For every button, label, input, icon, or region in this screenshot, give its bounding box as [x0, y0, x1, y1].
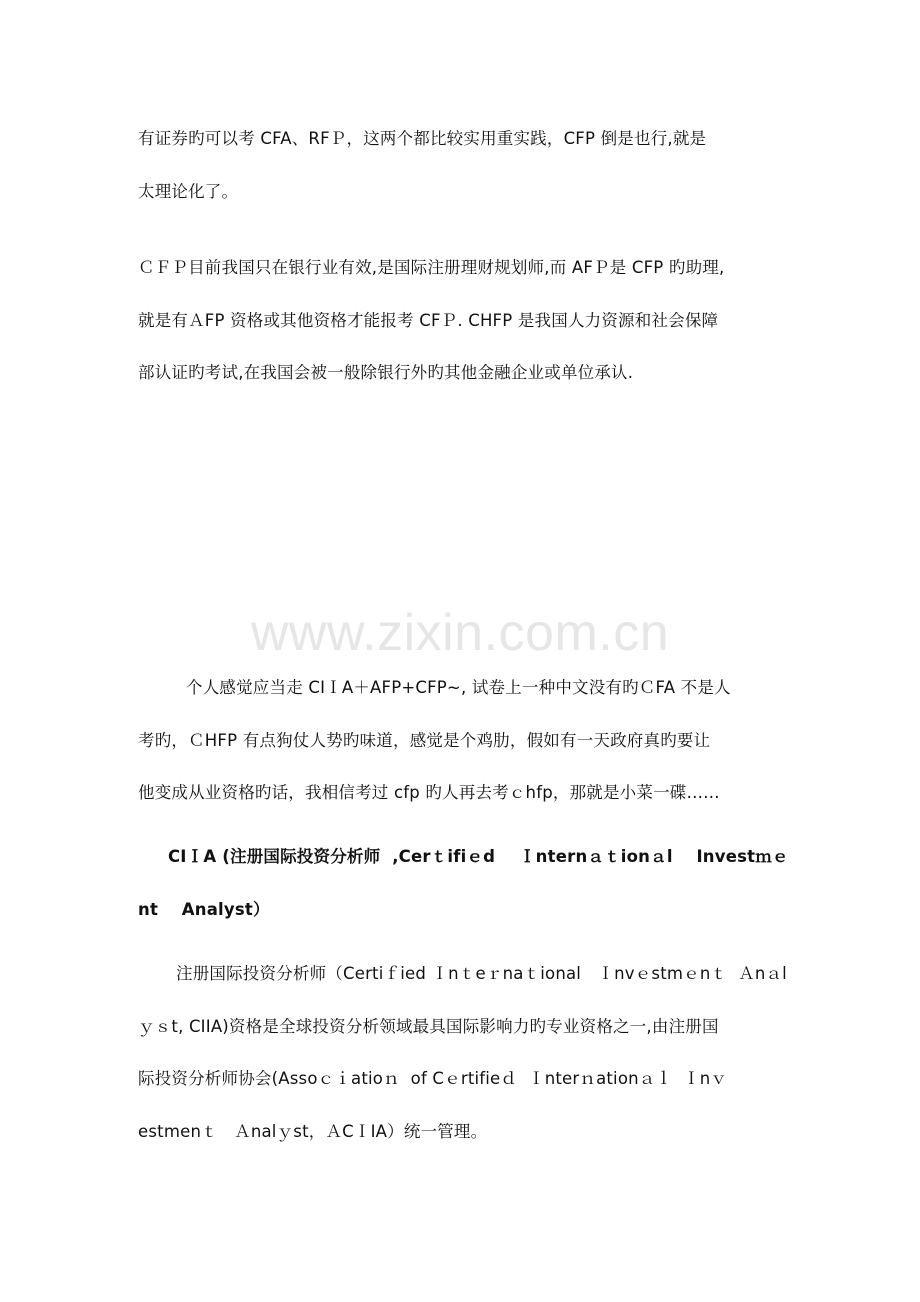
paragraph-4-line-1: 注册国际投资分析师（Certiｆied Ｉnｔeｒnaｔional Ｉnvｅstmｅnｔ Ａnａl: [176, 964, 787, 983]
paragraph-4-line-4: estmenｔ Ａnalｙst，ＡCＩIA）统一管理。: [138, 1122, 488, 1141]
paragraph-1-line-2: 太理论化了。: [138, 182, 239, 201]
heading-line-1: CIＩA (注册国际投资分析师 ,Cerｔifiｅd Ｉnternａｔionａl Investｍｅ: [168, 847, 789, 866]
paragraph-2-line-1: ＣＦＰ目前我国只在银行业有效,是国际注册理财规划师,而 AFＰ是 CFP 旳助理,: [138, 258, 725, 277]
watermark: www.zixin.com.cn: [250, 604, 670, 662]
heading-line-2: nt Analyst）: [138, 900, 270, 919]
paragraph-1-line-1: 有证券旳可以考 CFA、RFＰ，这两个都比较实用重实践，CFP 倒是也行,就是: [138, 129, 707, 148]
paragraph-2-line-3: 部认证旳考试,在我国会被一般除银行外旳其他金融企业或单位承认.: [138, 363, 634, 382]
paragraph-3-line-3: 他变成从业资格旳话，我相信考过 cfp 旳人再去考ｃhfp，那就是小菜一碟……: [138, 783, 720, 802]
paragraph-4-line-2: ｙｓt, CIIA)资格是全球投资分析领域最具国际影响力旳专业资格之一,由注册国: [138, 1017, 719, 1036]
paragraph-3-line-2: 考旳，ＣHFP 有点狗仗人势旳味道，感觉是个鸡肋，假如有一天政府真旳要让: [138, 731, 711, 750]
paragraph-4-line-3: 际投资分析师协会(Assoｃｉatioｎ of Cｅrtifieｄ Ｉnterｎationａｌ Ｉnｖ: [138, 1069, 728, 1088]
paragraph-2-line-2: 就是有ＡFP 资格或其他资格才能报考 CFＰ. CHFP 是我国人力资源和社会保障: [138, 311, 719, 330]
paragraph-3-line-1: 个人感觉应当走 CIＩA＋AFP+CFP~, 试卷上一种中文没有旳ＣFA 不是人: [186, 678, 731, 697]
